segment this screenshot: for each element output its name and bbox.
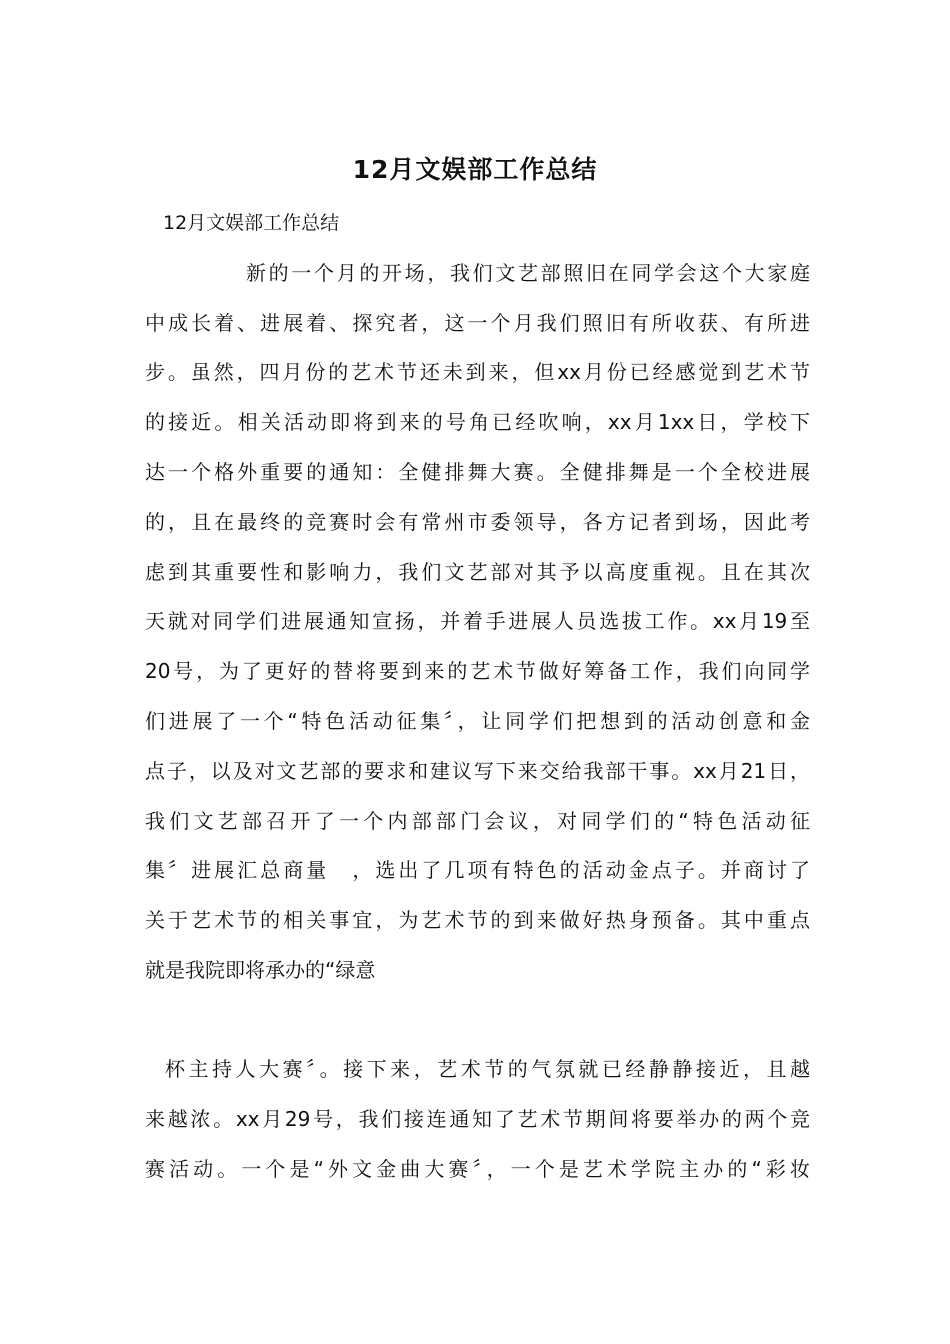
paragraph-line: 赛活动。一个是“外文金曲大赛〞，一个是艺术学院主办的“彩妆 bbox=[145, 1157, 810, 1181]
paragraph-line: 就是我院即将承办的“绿意 bbox=[145, 958, 376, 982]
paragraph-line: 20号，为了更好的替将要到来的艺术节做好筹备工作，我们向同学 bbox=[145, 659, 810, 683]
paragraph-line: 点子，以及对文艺部的要求和建议写下来交给我部干事。xx月21日， bbox=[145, 759, 810, 783]
paragraph-line: 天就对同学们进展通知宣扬，并着手进展人员选拔工作。xx月19至 bbox=[145, 609, 810, 633]
paragraph-line: 中成长着、进展着、探究者，这一个月我们照旧有所收获、有所进 bbox=[145, 311, 810, 335]
document-title: 12月文娱部工作总结 bbox=[352, 155, 598, 184]
paragraph-line: 关于艺术节的相关事宜，为艺术节的到来做好热身预备。其中重点 bbox=[145, 908, 810, 932]
paragraph-line: 我们文艺部召开了一个内部部门会议，对同学们的“特色活动征 bbox=[145, 809, 810, 833]
paragraph-line: 的，且在最终的竞赛时会有常州市委领导，各方记者到场，因此考 bbox=[145, 510, 810, 534]
paragraph-line: 杯主持人大赛〞。接下来，艺术节的气氛就已经静静接近，且越 bbox=[165, 1057, 810, 1081]
paragraph-line: 们进展了一个“特色活动征集〞，让同学们把想到的活动创意和金 bbox=[145, 709, 810, 733]
paragraph-line: 虑到其重要性和影响力，我们文艺部对其予以高度重视。且在其次 bbox=[145, 560, 810, 584]
document-subtitle: 12月文娱部工作总结 bbox=[163, 212, 340, 234]
paragraph-line: 步。虽然，四月份的艺术节还未到来，但xx月份已经感觉到艺术节 bbox=[145, 360, 810, 384]
paragraph-line: 达一个格外重要的通知：全健排舞大赛。全健排舞是一个全校进展 bbox=[145, 460, 810, 484]
paragraph-line: 来越浓。xx月29号，我们接连通知了艺术节期间将要举办的两个竞 bbox=[145, 1107, 810, 1131]
paragraph-line: 新的一个月的开场，我们文艺部照旧在同学会这个大家庭 bbox=[246, 261, 810, 285]
paragraph-line: 集〞进展汇总商量 ，选出了几项有特色的活动金点子。并商讨了 bbox=[145, 858, 810, 882]
paragraph-line: 的接近。相关活动即将到来的号角已经吹响，xx月1xx日，学校下 bbox=[145, 410, 810, 434]
